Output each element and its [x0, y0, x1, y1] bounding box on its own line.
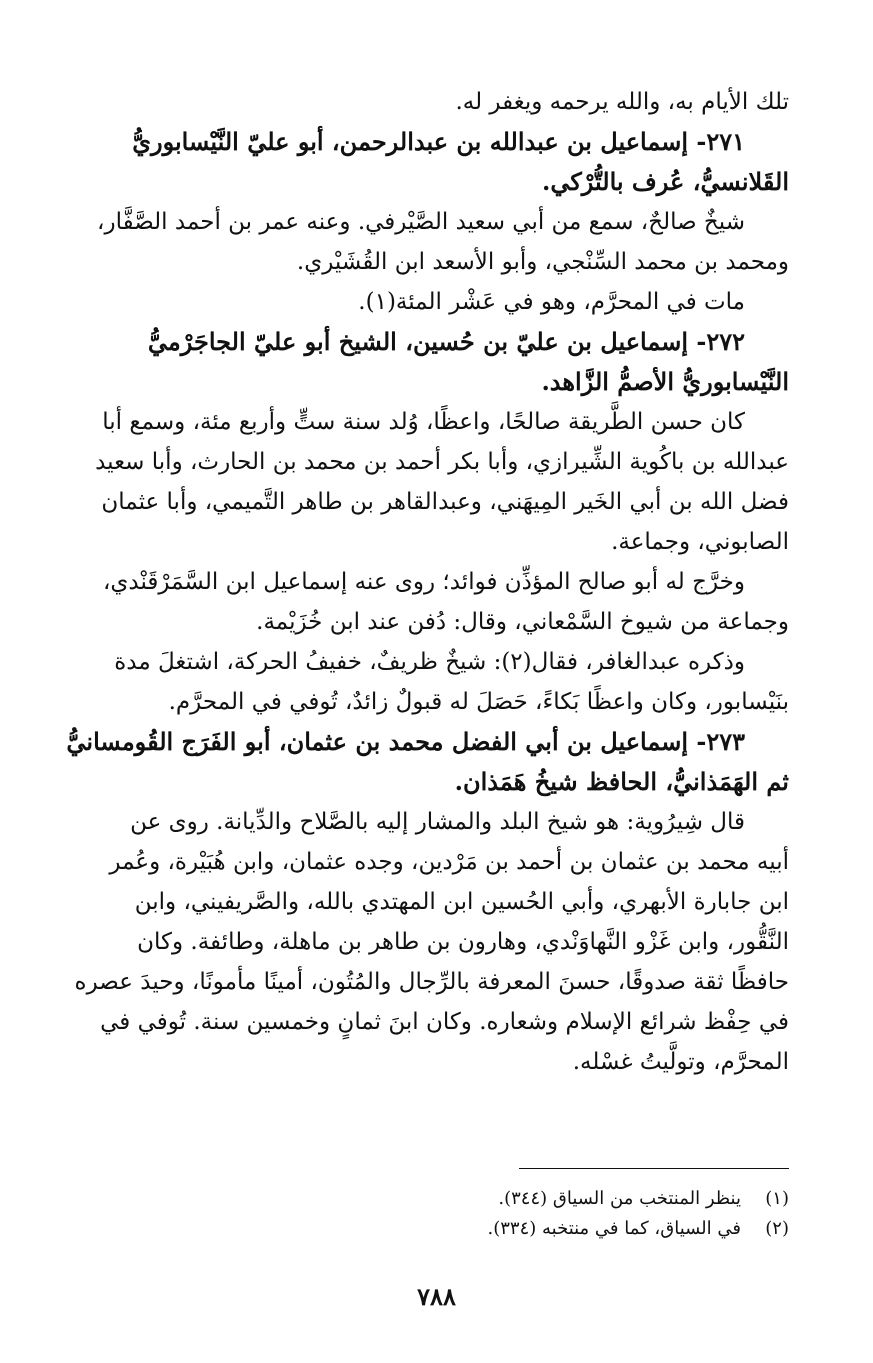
text-line: كان حسن الطَّريقة صالحًا، واعظًا، وُلد سنة ستٍّ وأربع مئة، وسمع أبا	[102, 409, 745, 435]
entry-heading-line: ٢٧٢- إسماعيل بن عليّ بن حُسين، الشيخ أبو عليّ الجاجَرْميُّ	[147, 327, 745, 356]
text-line: وخرَّج له أبو صالح المؤذِّن فوائد؛ روى عنه إسماعيل ابن السَّمَرْقَنْدي،	[102, 569, 745, 595]
footnote-1	[78, 1184, 789, 1214]
text-line: بنَيْسابور، وكان واعظًا بَكاءً، حَصَلَ له قبولٌ زائدٌ، تُوفي في المحرَّم.	[168, 689, 789, 715]
text-line: تلك الأيام به، والله يرحمه ويغفر له.	[455, 89, 789, 115]
entry-heading-line: ثم الهَمَذانيُّ، الحافظ شيخُ هَمَذان.	[454, 767, 789, 796]
text-line: فضل الله بن أبي الخَير المِيهَني، وعبدالقاهر بن طاهر التَّميمي، وأبا عثمان	[101, 489, 789, 515]
text-line: قال شِيرُوية: هو شيخ البلد والمشار إليه بالصَّلاح والدِّيانة. روى عن	[130, 809, 745, 835]
text-line: المحرَّم، وتولَّيتُ غسْله.	[572, 1049, 789, 1075]
text-line: شيخٌ صالحٌ، سمع من أبي سعيد الصَّيْرفي. وعنه عمر بن أحمد الصَّفَّار،	[97, 209, 745, 235]
footnote-separator	[519, 1168, 789, 1169]
text-line: ابن جابارة الأبهري، وأبي الحُسين ابن المهتدي بالله، والصَّريفيني، وابن	[134, 889, 789, 915]
entry-heading-line: ٢٧١- إسماعيل بن عبدالله بن عبدالرحمن، أبو عليّ النَّيْسابوريُّ	[132, 127, 745, 156]
entry-heading-line: القَلانسيُّ، عُرف بالتُّرْكي.	[541, 167, 789, 196]
text-line: في حِفْظ شرائع الإسلام وشعاره. وكان ابنَ ثمانٍ وخمسين سنة. تُوفي في	[100, 1009, 789, 1035]
entry-heading-line: ٢٧٣- إسماعيل بن أبي الفضل محمد بن عثمان، أبو الفَرَج القُومسانيُّ	[66, 727, 745, 756]
footnote-text: في السياق، كما في منتخبه (٣٣٤).	[487, 1218, 741, 1239]
footnote-number: (٢)	[765, 1218, 789, 1239]
footnotes	[78, 1184, 789, 1244]
text-line: عبدالله بن باكُوية الشِّيرازي، وأبا بكر أحمد بن محمد بن الحارث، وأبا سعيد	[95, 449, 789, 475]
footnote-number: (١)	[765, 1188, 789, 1209]
text-line: وذكره عبدالغافر، فقال(٢): شيخٌ ظريفٌ، خفيفُ الحركة، اشتغلَ مدة	[114, 649, 745, 675]
body-text	[66, 82, 789, 1082]
page-number: ٧٨٨	[417, 1282, 456, 1311]
text-line: الصابوني، وجماعة.	[611, 529, 789, 555]
text-line: أبيه محمد بن عثمان بن أحمد بن مَرْدين، وجده عثمان، وابن هُبَيْرة، وعُمر	[109, 849, 789, 875]
footnote-text: ينظر المنتخب من السياق (٣٤٤).	[498, 1188, 741, 1209]
text-line: وجماعة من شيوخ السَّمْعاني، وقال: دُفن عند ابن خُزَيْمة.	[256, 609, 789, 635]
footnote-2	[78, 1214, 789, 1244]
entry-heading-line: النَّيْسابوريُّ الأصمُّ الزَّاهد.	[541, 367, 789, 396]
text-line: مات في المحرَّم، وهو في عَشْر المئة(١).	[358, 289, 745, 315]
text-line: حافظًا ثقة صدوقًا، حسنَ المعرفة بالرِّجال والمُتُون، أمينًا مأمونًا، وحيدَ عصره	[74, 969, 789, 995]
text-line: النَّقُّور، وابن غَزْو النَّهاوَنْدي، وهارون بن طاهر بن ماهلة، وطائفة. وكان	[137, 929, 789, 955]
text-line: ومحمد بن محمد السِّنْجي، وأبو الأسعد ابن القُشَيْري.	[296, 249, 789, 275]
